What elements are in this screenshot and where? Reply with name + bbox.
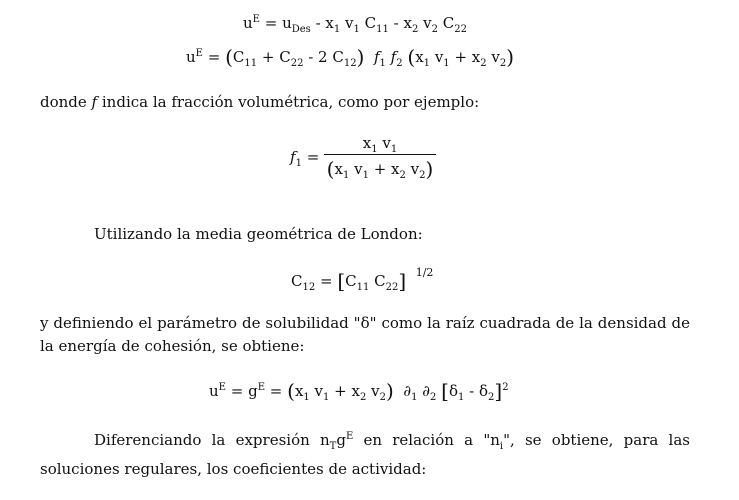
equation-1: $u^E = u_{Des} - x_1$ $v_1$ $C_{11} - x_2$ $v_2$ $C_{22}$ [243,14,467,35]
equation-2: $u^E = (C_{11} + C_{22} - 2$ $C_{12}$) $f_1$ $f_2$ ($x_1$ $v_1 + x_2$ $v_2$) [186,45,515,69]
fraction-lhs: $f_1$ = [290,148,320,169]
fraction-volumetric [324,134,436,181]
fraction-numerator: $x_1$ $v_1$ [362,134,398,155]
paragraph-solubility: y definiendo el parámetro de solubilidad "δ" como la raíz cuadrada de la densidad de la energía de cohesión, se obtiene: [40,314,690,355]
equation-solubility: $u^E = g^E = (x_1$ $v_1 + x_2$ $v_2$) $\partial_1$ $\partial_2$ $[\delta_1 - \delta_2]^2$ [209,379,509,403]
paragraph-definition: donde f indica la fracción volumétrica, como por ejemplo: [40,93,480,111]
equation-geometric-mean: $C_{12} = [C_{11}$ $C_{22}$] $^{1/2}$ [291,266,434,293]
fraction-denominator: ($x_1$ $v_1 + x_2$ $v_2$) [326,157,434,181]
fraction-bar [324,154,436,155]
paragraph-london: Utilizando la media geométrica de London: [94,225,423,243]
paragraph-differentiation: Diferenciando la expresión $n_Tg^E$ en relación a "$n_i$", se obtiene, para las soluciones regulares, los coeficientes de actividad: [40,431,690,478]
